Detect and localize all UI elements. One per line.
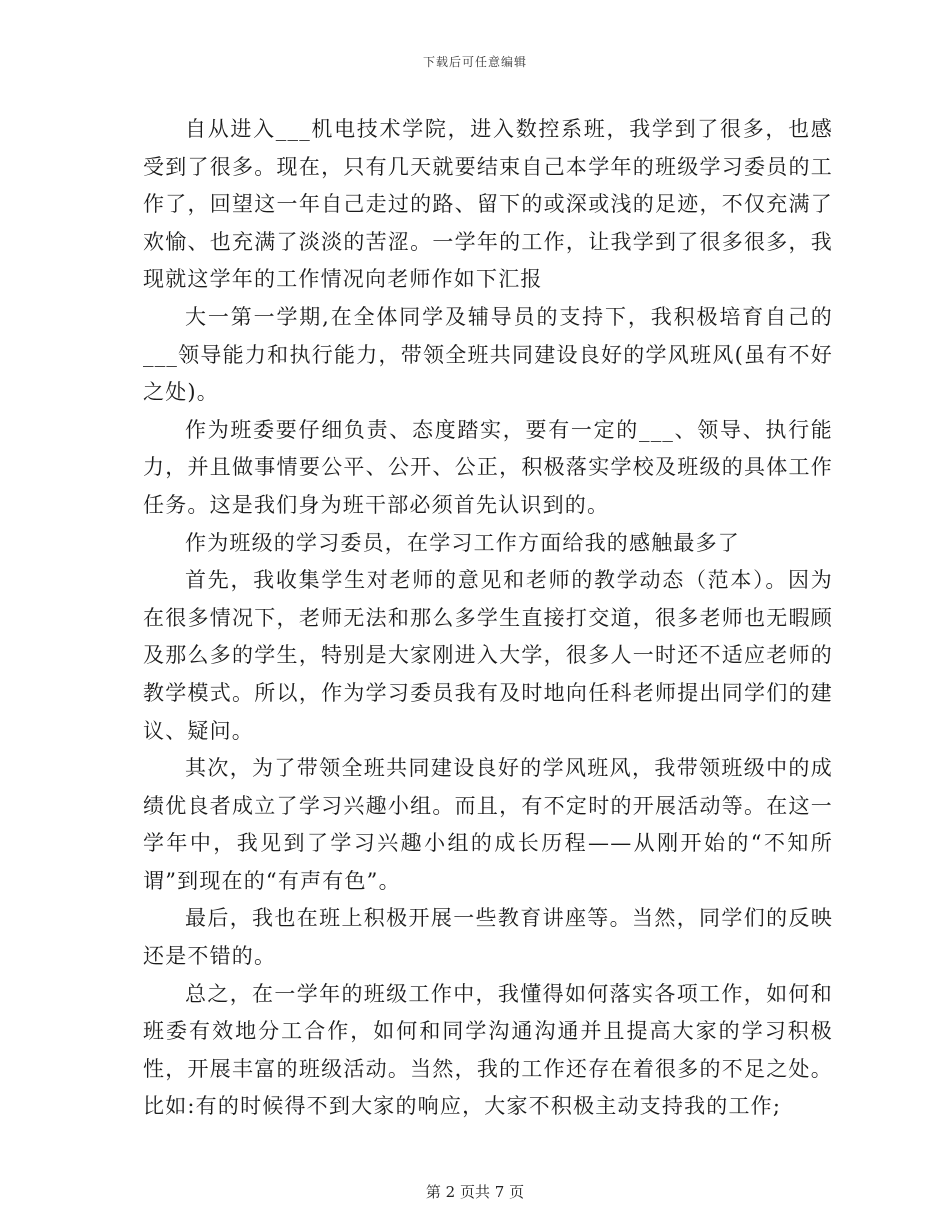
- page-footer: 第 2 页共 7 页: [425, 1183, 525, 1201]
- paragraph: 其次，为了带领全班共同建设良好的学风班风，我带领班级中的成绩优良者成立了学习兴趣小组。而且，有不定时的开展活动等。在这一学年中，我见到了学习兴趣小组的成长历程——从刚开始的“不知所谓”到现在的“有声有色”。: [143, 756, 833, 893]
- paragraph: 总之，在一学年的班级工作中，我懂得如何落实各项工作，如何和班委有效地分工合作，如何和同学沟通沟通并且提高大家的学习积极性，开展丰富的班级活动。当然，我的工作还存在着很多的不足之处。比如:有的时候得不到大家的响应，大家不积极主动支持我的工作;: [143, 981, 833, 1119]
- paragraph: 自从进入___机电技术学院，进入数控系班，我学到了很多，也感受到了很多。现在，只有几天就要结束自己本学年的班级学习委员的工作了，回望这一年自己走过的路、留下的或深或浅的足迹，不仅充满了欢愉、也充满了淡淡的苦涩。一学年的工作，让我学到了很多很多，我现就这学年的工作情况向老师作如下汇报: [143, 117, 833, 292]
- paragraph: 最后，我也在班上积极开展一些教育讲座等。当然，同学们的反映还是不错的。: [143, 906, 833, 969]
- paragraph: 首先，我收集学生对老师的意见和老师的教学动态（范本）。因为在很多情况下，老师无法和那么多学生直接打交道，很多老师也无暇顾及那么多的学生，特别是大家刚进入大学，很多人一时还不适应老师的教学模式。所以，作为学习委员我有及时地向任科老师提出同学们的建议、疑问。: [143, 568, 833, 743]
- paragraph: 大一第一学期,在全体同学及辅导员的支持下，我积极培育自己的___领导能力和执行能力，带领全班共同建设良好的学风班风(虽有不好之处)。: [143, 304, 833, 405]
- paragraph: 作为班委要仔细负责、态度踏实，要有一定的___、领导、执行能力，并且做事情要公平、公开、公正，积极落实学校及班级的具体工作任务。这是我们身为班干部必须首先认识到的。: [143, 417, 833, 517]
- page-header: 下载后可任意编辑: [422, 55, 527, 69]
- document-body: [143, 111, 833, 1126]
- paragraph: 作为班级的学习委员，在学习工作方面给我的感触最多了: [185, 530, 740, 555]
